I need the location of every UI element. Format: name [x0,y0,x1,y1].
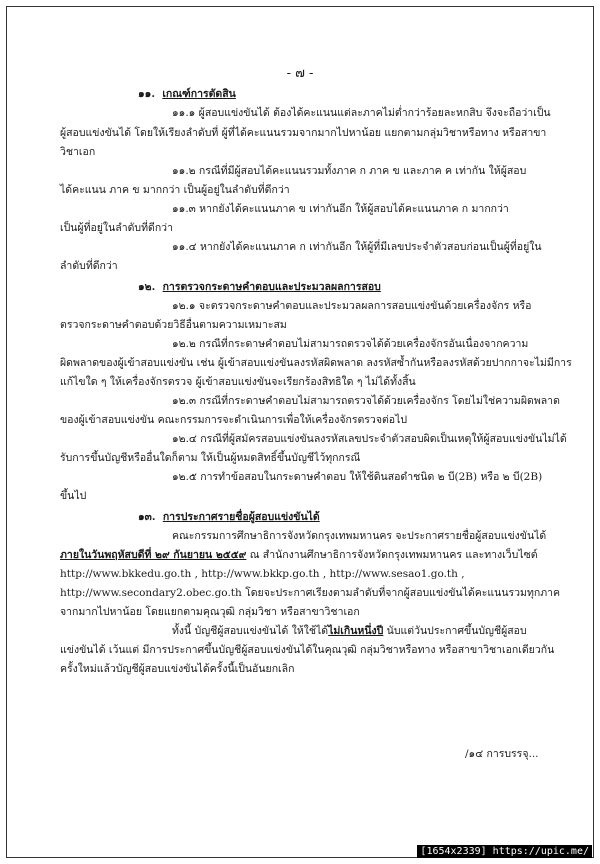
section11-heading [138,88,236,101]
section13-p1e: จากมากไปหาน้อย โดยแยกตามคุณวุฒิ กลุ่มวิชา หรือสาขาวิชาเอก [60,606,360,618]
section13-p1b-rest: ณ สำนักงานศึกษาธิการจังหวัดกรุงเทพมหานคร และทางเว็บไซต์ [246,549,538,561]
announcement-date: ภายในวันพฤหัสบดีที่ ๒๙ กันยายน ๒๕๕๙ [60,549,247,561]
section11-p2b: ได้คะแนน ภาค ข มากกว่า เป็นผู้อยู่ในลำดับที่ดีกว่า [60,184,290,196]
image-source-label: [1654x2339] https://upic.me/ [417,845,592,858]
section12-p2c: แก้ไขใด ๆ ให้เครื่องจักรตรวจ ผู้เข้าสอบแข่งขันจะเรียกร้องสิทธิใด ๆ ไม่ได้ทั้งสิ้น [60,376,416,388]
section12-heading-text: การตรวจกระดาษคำตอบและประมวลผลการสอบ [162,281,381,293]
validity-period: ไม่เกินหนึ่งปี [328,625,384,637]
section13-p1d: http://www.secondary2.obec.go.th โดยจะประกาศเรียงตามลำดับที่จากผู้สอบแข่งขันได้คะแนนรวมทุกภาค [60,587,561,599]
section11-p1a: ๑๑.๑ ผู้สอบแข่งขันได้ ต้องได้คะแนนแต่ละภาคไม่ต่ำกว่าร้อยละหกสิบ จึงจะถือว่าเป็น [172,107,551,119]
section11-p3b: เป็นผู้ที่อยู่ในลำดับที่ดีกว่า [60,222,173,234]
section13-heading-text: การประกาศรายชื่อผู้สอบแข่งขันได้ [162,511,320,523]
section11-heading-num: ๑๑. [138,88,155,100]
section13-websites: http://www.bkkedu.go.th , http://www.bkkp.go.th , http://www.sesao1.go.th , [60,568,465,580]
section13-p1a: คณะกรรมการศึกษาธิการจังหวัดกรุงเทพมหานคร จะประกาศรายชื่อผู้สอบแข่งขันได้ [172,530,547,542]
section11-p1c: วิชาเอก [60,146,96,158]
section11-p4b: ลำดับที่ดีกว่า [60,260,118,272]
section12-p5b: ขึ้นไป [60,490,87,502]
section12-p4a: ๑๒.๔ กรณีที่ผู้สมัครสอบแข่งขันลงรหัสเลขประจำตัวสอบผิดเป็นเหตุให้ผู้สอบแข่งขันไม่ได้ [172,433,567,445]
section13-heading-num: ๑๓. [138,511,156,523]
section11-heading-text: เกณฑ์การตัดสิน [162,88,236,100]
section12-heading-num: ๑๒. [138,281,156,293]
section12-p5a: ๑๒.๕ การทำข้อสอบในกระดาษคำตอบ ให้ใช้ดินสอดำชนิด ๒ บี(2B) หรือ ๒ บี(2B) [172,471,543,483]
section11-p2a: ๑๑.๒ กรณีที่มีผู้สอบได้คะแนนรวมทั้งภาค ก ภาค ข และภาค ค เท่ากัน ให้ผู้สอบ [172,165,527,177]
section13-p2a [172,625,527,638]
section13-heading [138,511,320,524]
section11-p4a: ๑๑.๔ หากยังได้คะแนนภาค ก เท่ากันอีก ให้ผู้ที่มีเลขประจำตัวสอบก่อนเป็นผู้ที่อยู่ใน [172,241,542,253]
section11-p3a: ๑๑.๓ หากยังได้คะแนนภาค ข เท่ากันอีก ให้ผู้สอบได้คะแนนภาค ก มากกว่า [172,203,509,215]
section13-p2b: แข่งขันได้ เว้นแต่ มีการประกาศขึ้นบัญชีผู้สอบแข่งขันได้ในคุณวุฒิ กลุ่มวิชาหรือทาง หรือสาขาวิชาเอกเดียวกัน [60,644,555,656]
page-number: - ๗ - [286,66,314,81]
section12-p1b: ตรวจกระดาษคำตอบด้วยวิธีอื่นตามความเหมาะสม [60,319,287,331]
section13-p1b [60,549,538,562]
section12-p3b: ของผู้เข้าสอบแข่งขัน คณะกรรมการจะดำเนินการเพื่อให้เครื่องจักรตรวจต่อไป [60,414,408,426]
section13-p2a-rest: นับแต่วันประกาศขึ้นบัญชีผู้สอบ [383,625,527,637]
section12-p3a: ๑๒.๓ กรณีที่กระดาษคำตอบไม่สามารถตรวจได้ด้วยเครื่องจักร โดยไม่ใช่ความผิดพลาด [172,395,560,407]
section12-p1a: ๑๒.๑ จะตรวจกระดาษคำตอบและประมวลผลการสอบแข่งขันด้วยเครื่องจักร หรือ [172,300,532,312]
section12-heading [138,281,381,294]
section12-p2b: ผิดพลาดของผู้เข้าสอบแข่งขัน เช่น ผู้เข้าสอบแข่งขันลงรหัสผิดพลาด ลงรหัสซ้ำกันหรือลงรหัสด้วยปากกาจะไม่มีการ [60,357,572,369]
next-page-reference: /๑๔ การบรรจุ... [465,748,539,760]
section13-p2c: ครั้งใหม่แล้วบัญชีผู้สอบแข่งขันได้ครั้งนี้เป็นอันยกเลิก [60,663,295,675]
section12-p4b: รับการขึ้นบัญชีหรืออื่นใดก็ตาม ให้เป็นผู้หมดสิทธิ์ขึ้นบัญชีไว้ทุกกรณี [60,452,361,464]
section12-p2a: ๑๒.๒ กรณีที่กระดาษคำตอบไม่สามารถตรวจได้ด้วยเครื่องจักรอันเนื่องจากความ [172,338,529,350]
section13-p2a-start: ทั้งนี้ บัญชีผู้สอบแข่งขันได้ ให้ใช้ได้ [172,625,329,637]
section11-p1b: ผู้สอบแข่งขันได้ โดยให้เรียงลำดับที่ ผู้ที่ได้คะแนนรวมจากมากไปหาน้อย แยกตามกลุ่มวิชาหรือทาง หรือสาขา [60,127,547,139]
